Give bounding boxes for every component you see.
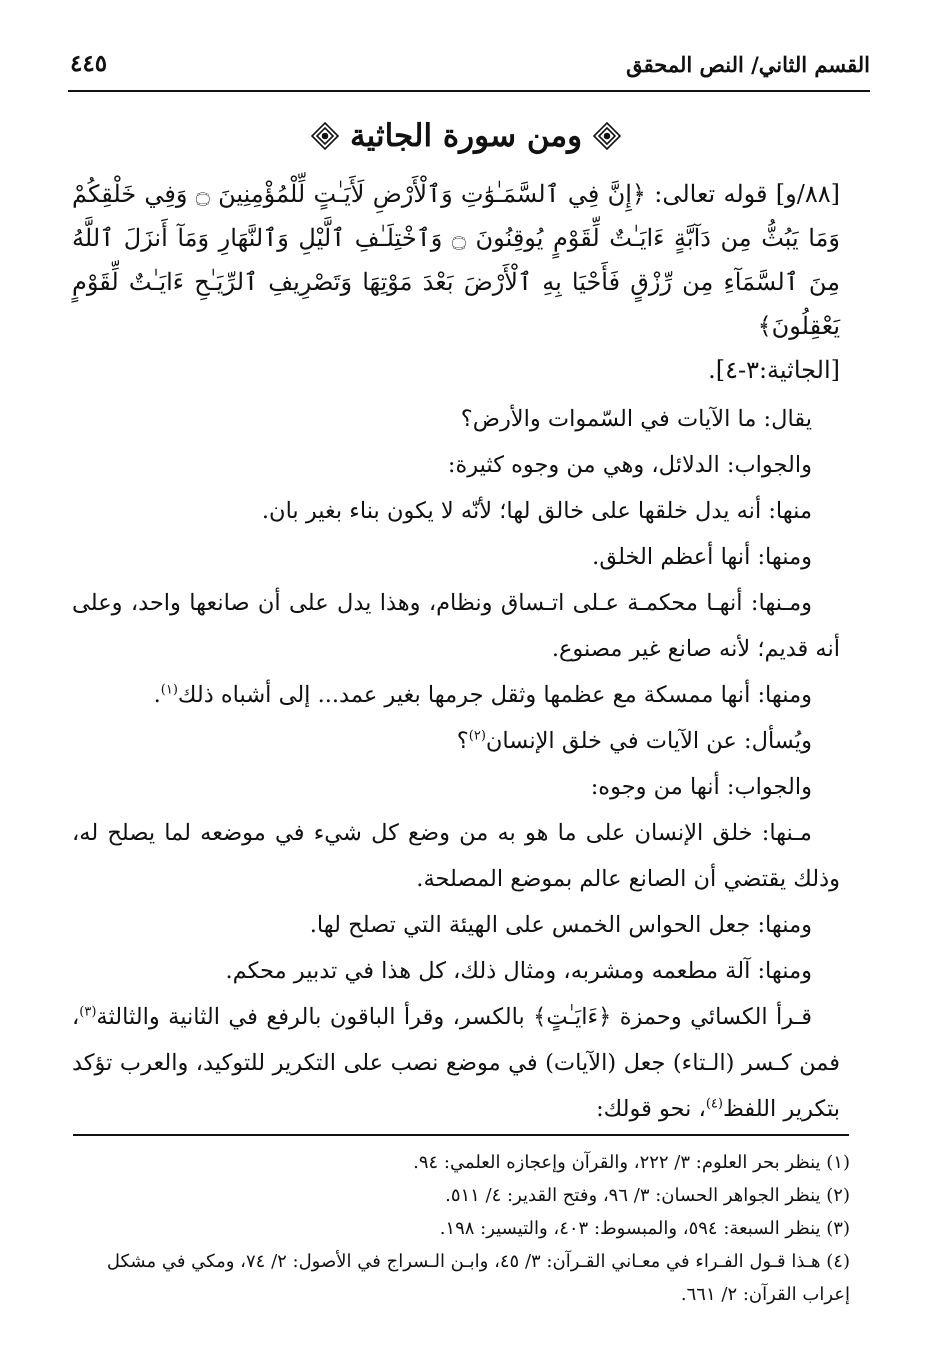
footnote-ref[interactable]: (٣) [79, 1004, 97, 1020]
paragraph: ومـنها: أنهـا محكمـة عـلى اتـساق ونظام، وهذا يدل على أن صانعها واحد، وعلى أنه قديم؛ لأنه صانع غير مصنوع. [72, 590, 840, 662]
main-text [72, 172, 840, 1132]
paragraph: ويُسأل: عن الآيات في خلق الإنسان$^{(٢)}$؟ [456, 728, 812, 754]
ornament-right-icon [592, 121, 622, 151]
footnote-divider [73, 1134, 849, 1136]
footnote: (٣) ينظر السبعة: ٥٩٤، والمبسوط: ٤٠٣، والتيسير: ١٩٨. [439, 1218, 850, 1239]
paragraph: ومنها: أنها ممسكة مع عظمها وثقل جرمها بغير عمد... إلى أشباه ذلك$^{(١)}$. [153, 682, 812, 708]
paragraph: ومنها: أنها أعظم الخلق. [592, 544, 812, 570]
surah-heading [0, 118, 932, 154]
footnote-ref[interactable]: (٢) [468, 728, 486, 744]
running-header [68, 40, 870, 92]
surah-title: ومن سورة الجاثية [349, 118, 583, 154]
paragraph: ومنها: جعل الحواس الخمس على الهيئة التي تصلح لها. [309, 912, 812, 938]
paragraph: ومنها: آلة مطعمه ومشربه، ومثال ذلك، كل هذا في تدبير محكم. [225, 958, 812, 984]
quran-verse: [٨٨/و] قوله تعالى: ﴿إِنَّ فِي ٱلسَّمَـٰوَٰتِ وَٱلْأَرْضِ لَأَيَـٰتٍ لِّلْمُؤْمِنِينَ ۝ وَفِي خَلْقِكُمْ وَمَا يَبُثُّ مِن دَآبَّةٍ ءَايَـٰتٌ لِّقَوْمٍ يُوقِنُونَ ۝ وَٱخْتِلَـٰفِ ٱلَّيْلِ وَٱلنَّهَارِ وَمَآ أَنزَلَ ٱللَّهُ مِنَ ٱلسَّمَآءِ مِن رِّزْقٍ فَأَحْيَا بِهِ ٱلْأَرْضَ بَعْدَ مَوْتِهَا وَتَصْرِيفِ ٱلرِّيَـٰحِ ءَايَـٰتٌ لِّقَوْمٍ يَعْقِلُونَ﴾ [72, 180, 841, 340]
reading-paragraph: قـرأ الكسائي وحمزة ﴿ءَايَـٰتٍ﴾ بالكسر، وقرأ الباقون بالرفع في الثانية والثالثة$^{(٣)}$، فمن كـسر (الـتاء) جعل (الآيات) في موضع نصب على التكرير للتوكيد، والعرب تؤكد بتكرير اللفظ$^{(٤)}$، نحو قولك: [72, 1004, 840, 1122]
footnotes [72, 1146, 850, 1311]
paragraph: يقال: ما الآيات في السّموات والأرض؟ [460, 406, 812, 432]
paragraph: والجواب: الدلائل، وهي من وجوه كثيرة: [447, 452, 812, 478]
page-number: ٤٤٥ [70, 50, 108, 77]
paragraph: مـنها: خلق الإنسان على ما هو به من وضع كل شيء في موضعه لما يصلح له، وذلك يقتضي أن الصانع عالم بموضع المصلحة. [72, 820, 840, 892]
verse-reference: [الجاثية:٣-٤]. [708, 356, 840, 384]
paragraph: منها: أنه يدل خلقها على خالق لها؛ لأنّه لا يكون بناء بغير بان. [261, 498, 812, 524]
paragraph: والجواب: أنها من وجوه: [590, 774, 812, 800]
footnote-ref[interactable]: (١) [160, 682, 178, 698]
footnote: (٢) ينظر الجواهر الحسان: ٣/ ٩٦، وفتح القدير: ٤/ ٥١١. [445, 1185, 850, 1206]
ornament-left-icon [310, 121, 340, 151]
footnote-ref[interactable]: (٤) [705, 1096, 723, 1112]
footnote: (٤) هـذا قـول الفـراء في معـاني القـرآن: ٣/ ٤٥، وابـن الـسراج في الأصول: ٢/ ٧٤، ومكي في مشكل إعراب القرآن: ٢/ ٦٦١. [106, 1251, 850, 1305]
footnote: (١) ينظر بحر العلوم: ٣/ ٢٢٢، والقرآن وإعجازه العلمي: ٩٤. [413, 1152, 850, 1173]
running-title: القسم الثاني/ النص المحقق [626, 52, 870, 77]
